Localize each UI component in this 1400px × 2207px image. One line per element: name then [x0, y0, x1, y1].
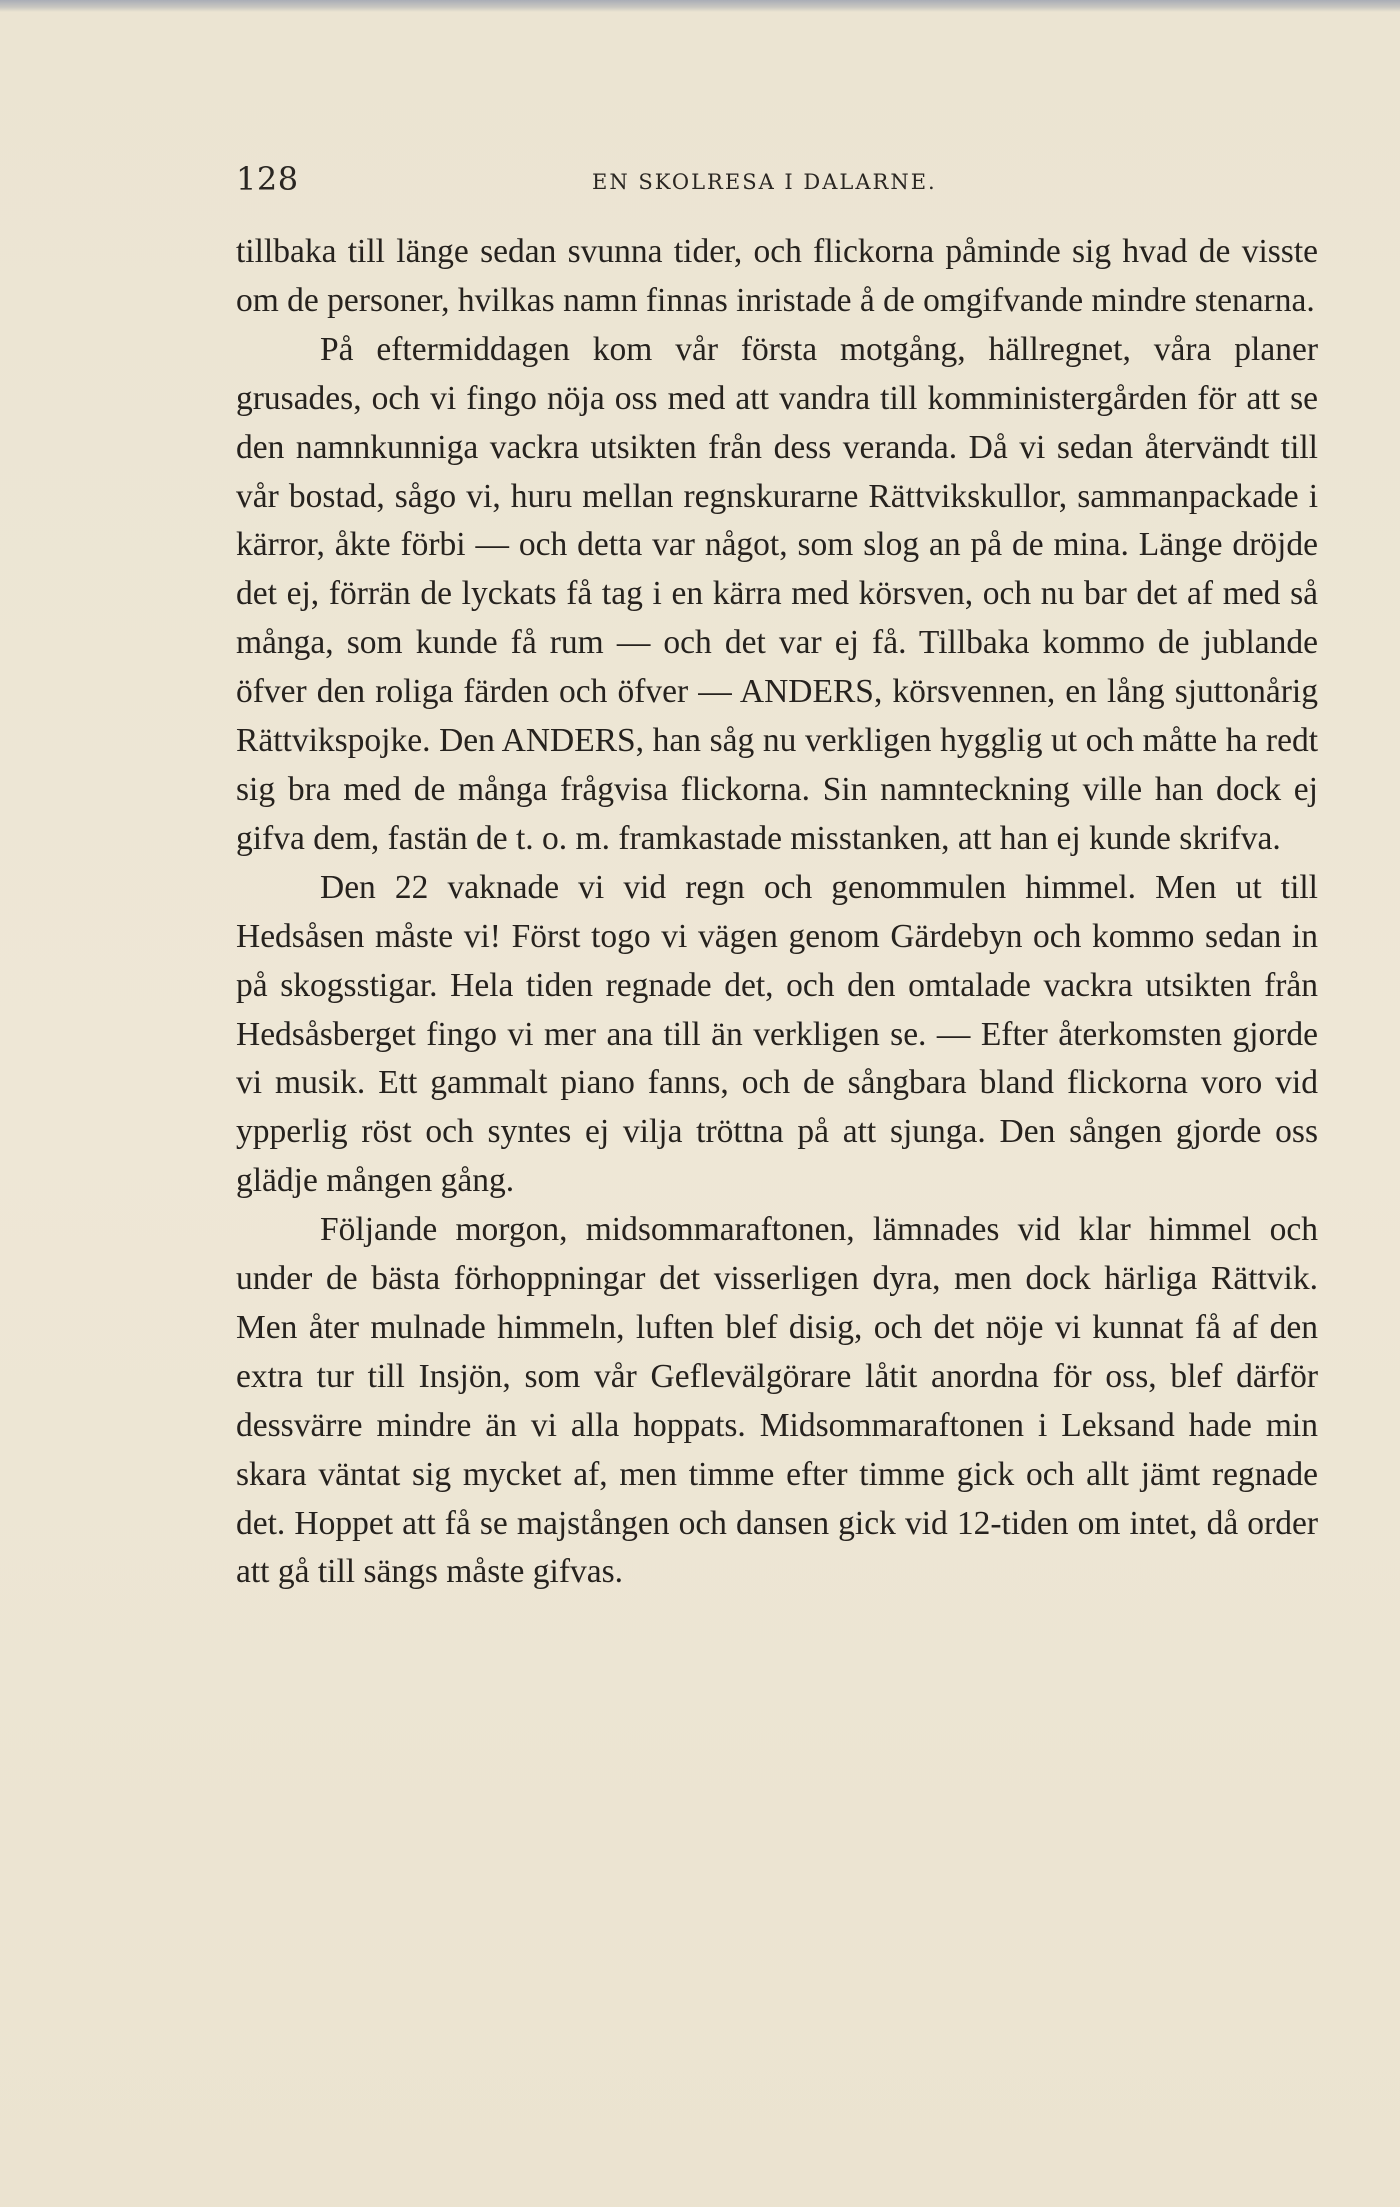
page-number: 128 — [236, 160, 299, 198]
paragraph-4: Följande morgon, midsommaraftonen, lämnades vid klar himmel och under de bästa förhoppningar det visserligen dyra, men dock härliga Rättvik. Men åter mulnade himmeln, luften blef disig, och det nöje vi kunnat få af den extra tur till Insjön, som vår Geflevälgörare låtit anordna för oss, blef därför dessvärre mindre än vi alla hoppats. Midsommaraftonen i Leksand hade min skara väntat sig mycket af, men timme efter timme gick och allt jämt regnade det. Hoppet att få se majstången och dansen gick vid 12-tiden om intet, då order att gå till sängs måste gifvas. — [236, 1211, 1318, 1591]
paragraph-1: tillbaka till länge sedan svunna tider, och flickorna påminde sig hvad de visste om de personer, hvilkas namn finnas inristade å de omgifvande mindre stenarna. — [236, 233, 1318, 319]
paragraph-3: Den 22 vaknade vi vid regn och genommulen himmel. Men ut till Hedsåsen måste vi! Först togo vi vägen genom Gärdebyn och kommo sedan in på skogsstigar. Hela tiden regnade det, och den omtalade vackra utsikten från Hedsåsberget fingo vi mer ana till än verkligen se. — Efter återkomsten gjorde vi musik. Ett gammalt piano fanns, och de sångbara bland flickorna voro vid ypperlig röst och syntes ej vilja tröttna på att sjunga. Den sången gjorde oss glädje mången gång. — [236, 868, 1318, 1200]
running-head: EN SKOLRESA I DALARNE. — [592, 170, 937, 194]
scan-top-edge — [0, 0, 1400, 12]
body-text — [236, 228, 1318, 1597]
paragraph-2: På eftermiddagen kom vår första motgång, hällregnet, våra planer grusades, och vi fingo nöja oss med att vandra till komministergården för att se den namnkunniga vackra utsikten från dess veranda. Då vi sedan återvändt till vår bostad, sågo vi, huru mellan regnskurarne Rättvikskullor, sammanpackade i kärror, åkte förbi — och detta var något, som slog an på de mina. Länge dröjde det ej, förrän de lyckats få tag i en kärra med körsven, och nu bar det af med så många, som kunde få rum — och det var ej få. Tillbaka kommo de jublande öfver den roliga färden och öfver — ANDERS, körsvennen, en lång sjuttonårig Rättvikspojke. Den ANDERS, han såg nu verkligen hygglig ut och måtte ha redt sig bra med de många frågvisa flickorna. Sin namnteckning ville han dock ej gifva dem, fastän de t. o. m. framkastade misstanken, att han ej kunde skrifva. — [236, 330, 1318, 857]
page-header — [236, 160, 1316, 200]
